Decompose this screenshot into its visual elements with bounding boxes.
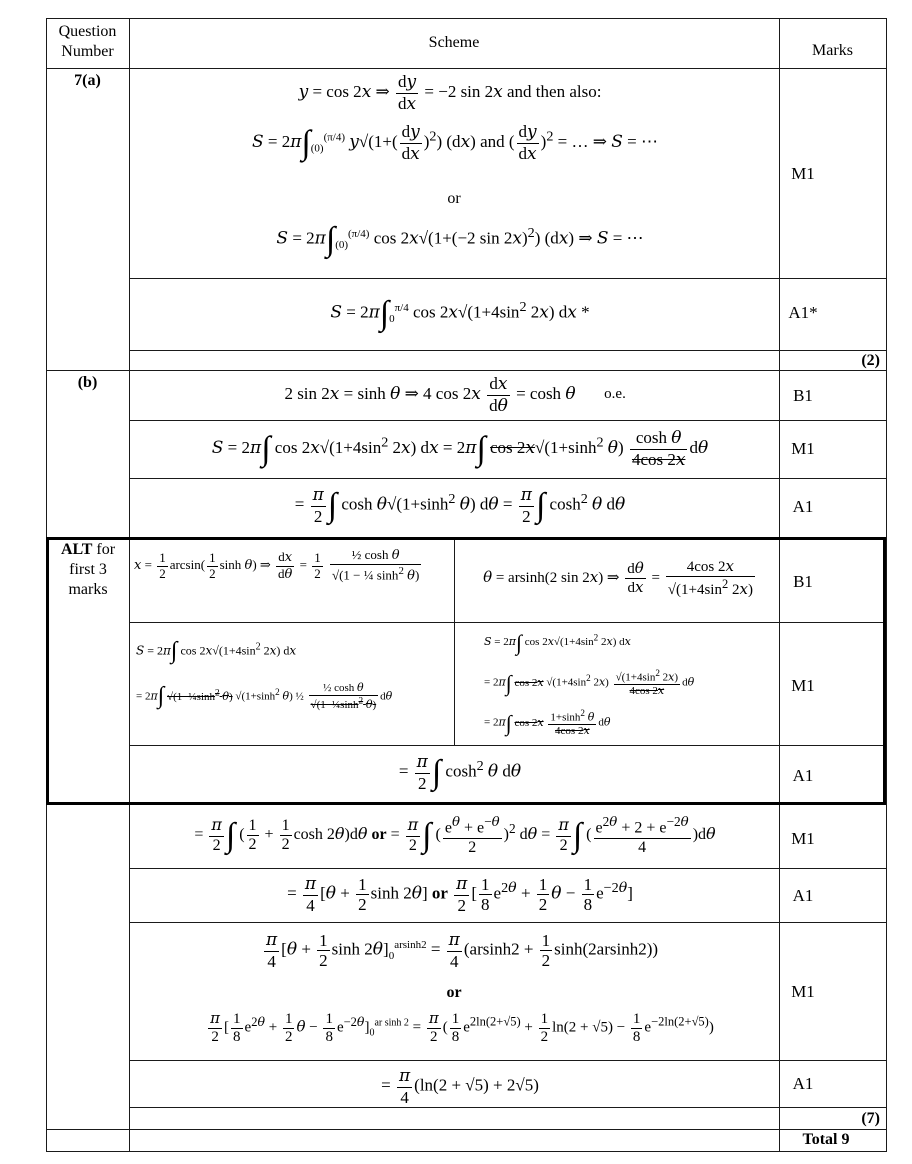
alt-label-text: for — [96, 541, 116, 558]
mark-A1: A1 — [792, 766, 814, 785]
scheme-line-b3: = $\frac{\pi}{2}$ ∫ $\cosh \theta√(1+\sinh^2$ θ) dθ = $\frac{\pi}{2}$ ∫ $\cosh^2 \theta$ dθ — [294, 485, 626, 526]
mark-M1: M1 — [791, 164, 815, 183]
question-label-7a: 7(a) — [74, 72, 101, 89]
header-scheme: Scheme — [428, 34, 480, 51]
grid-line — [46, 1129, 887, 1130]
scheme-line-a4: $S = 2\pi\int_0^{\pi/4}$ $\cos 2x√(1+4\sin^2$ 2x) dx * — [330, 295, 590, 332]
scheme-line-a2: $S = 2\pi\int_{(0)}^{(\pi/4)}$ y√(1+( $\frac{dy}{dx}$ )$^2$) (dx) and ( $\frac{dy}{dx}$ )$^2$ = … ⇒ S = ⋯ — [251, 122, 658, 164]
alt-line-final: = $\frac{\pi}{2}$ ∫ $\cosh^2 \theta$ dθ — [398, 752, 522, 793]
scheme-line-c5: = $\frac{\pi}{4}$ (ln(2 + √5) + 2√5) — [381, 1066, 539, 1107]
grid-line — [129, 350, 887, 351]
mark-A1: A1 — [792, 886, 814, 905]
inline-text: or — [431, 883, 448, 903]
inline-text: and then also: — [507, 81, 602, 101]
mark-M1: M1 — [791, 439, 815, 458]
alt-label-text: marks — [68, 581, 108, 598]
scheme-line-b1: 2 sin 2x = sinh θ ⇒ 4 cos 2x $\frac{dx}{d\theta}$ = cosh θ — [284, 374, 576, 416]
inline-text: or — [371, 826, 387, 844]
grid-line — [129, 868, 887, 869]
mark-M1: M1 — [791, 982, 815, 1001]
total: Total 9 — [802, 1131, 850, 1148]
alt-label-bold: ALT — [60, 541, 93, 558]
scheme-line-c3: $\frac{\pi}{4}$ [θ + $\frac{1}{2}$ $\sinh 2\theta]_0^{arsinh2}$ = $\frac{\pi}{4}$ (arsinh2 + $\frac{1}{2}$ sinh(2arsinh2)) — [265, 930, 659, 971]
alt-right-line4: = 2π∫ cos 2x $\frac{1+\sinh^2 \theta}{4\cos 2x}$ dθ — [484, 708, 611, 738]
grid-line — [46, 1151, 887, 1152]
grid-line — [129, 278, 887, 279]
grid-line — [46, 370, 887, 371]
mark-A1: A1 — [792, 497, 814, 516]
alt-left-line1: x = $\frac{1}{2}$ arcsin( $\frac{1}{2}$ sinh θ) ⇒ $\frac{dx}{d\theta}$ = $\frac{1}{2}$ $\frac{\text{½ cosh θ}}{√(1 - \frac{1}{4} \sinh^2 \theta)}$ — [134, 547, 420, 584]
scheme-line-a3: $S = 2\pi\int_{(0)}^{(\pi/4)}$ cos 2x√(1+(−2 sin 2x)$^2$) (dx) ⇒ S = ⋯ — [276, 221, 644, 258]
scheme-line-b2: S = 2π∫ $\cos 2x√(1+4\sin^2$ 2x) dx = 2π∫ $\cos 2x√(1+\sinh^2$ θ) $\frac{\text{cosh θ}}{4\cos 2x}$ dθ — [211, 428, 709, 470]
mark-A1-star: A1* — [788, 303, 818, 322]
header-marks: Marks — [812, 42, 853, 59]
grid-line — [46, 18, 887, 19]
grid-line — [129, 1107, 887, 1108]
header-question-number: Question Number — [58, 23, 117, 60]
grid-line — [129, 420, 887, 421]
mark-B1: B1 — [793, 572, 813, 591]
mark-B1: B1 — [793, 386, 813, 405]
alt-left-line3: = 2π∫ $√(1-\frac{1}{4}\sinh^2$ θ) $√(1+\sinh^2$ θ) ½ $\frac{\text{½ cosh θ}}{√(1-\frac{1}{4}\sinh^2 \theta)}$ dθ — [136, 681, 393, 712]
scheme-line-c1: = $\frac{\pi}{2}$ ∫ ( $\frac{1}{2}$ + $\frac{1}{2}$ cosh 2θ)dθ or = $\frac{\pi}{2}$ ∫ ( $\frac{e^\theta + e^{-\theta}}{2}$ )$^2$ dθ = $\frac{\pi}{2}$ ∫ ( $\frac{e^{2\theta} + 2 + e^{-2\theta}}{4}$ )dθ — [194, 814, 716, 856]
question-label-b: (b) — [77, 374, 98, 391]
or-text: or — [446, 984, 462, 1001]
alt-right-line1: θ = arsinh(2 sin 2x) ⇒ $\frac{d\theta}{dx}$ = $\frac{4\cos 2x}{√(1+4\sin^2 2x)}$ — [483, 557, 753, 599]
alt-label-text: first 3 — [69, 561, 107, 578]
alt-right-line3: = 2π∫ cos 2x $√(1+4\sin^2$ 2x) $\frac{√(1+4\sin^2 2x)}{4\cos 2x}$ dθ — [484, 668, 695, 698]
scheme-line-c2: = $\frac{\pi}{4}$ [θ + $\frac{1}{2}$ sinh 2θ] or $\frac{\pi}{2}$ [ $\frac{1}{8}$ $e^{2\theta}$ + $\frac{1}{2}$ θ − $\frac{1}{8}$ $e^{-2\theta}$] — [287, 874, 633, 915]
alt-label — [49, 540, 127, 600]
mark-M1: M1 — [791, 829, 815, 848]
mark-A1: A1 — [792, 1074, 814, 1093]
alt-right-line2: S = 2π∫ $\cos 2x√(1+4\sin^2$ 2x) dx — [484, 630, 631, 655]
scheme-line-a1: y = cos 2x ⇒ $\frac{dy}{dx}$ = −2 sin 2x and then also: — [298, 72, 602, 114]
alt-left-line2: S = 2π∫ $\cos 2x√(1+4\sin^2$ 2x) dx — [136, 638, 297, 664]
grid-line — [129, 922, 887, 923]
grid-line — [129, 1060, 887, 1061]
oe-text: o.e. — [604, 386, 626, 402]
grid-line — [46, 68, 887, 69]
scheme-line-c4: $\frac{\pi}{2}$ [ $\frac{1}{8}$ $e^{2\theta}$ + $\frac{1}{2}$ θ − $\frac{1}{8}$ $e^{-2\theta}]_0^{ar sinh 2}$ = $\frac{\pi}{2}$ ( $\frac{1}{8}$ $e^{2ln(2+√5)}$ + $\frac{1}{2}$ ln(2 + √5) − $\frac{1}{8}$ $e^{-2ln(2+√5)}$) — [210, 1009, 714, 1046]
grid-line — [129, 478, 887, 479]
subtotal-b: (7) — [861, 1110, 880, 1127]
or-text: or — [447, 190, 461, 207]
inline-text: and — [480, 131, 505, 151]
grid-line — [886, 18, 887, 1151]
mark-M1: M1 — [791, 676, 815, 695]
subtotal-a: (2) — [861, 352, 880, 369]
